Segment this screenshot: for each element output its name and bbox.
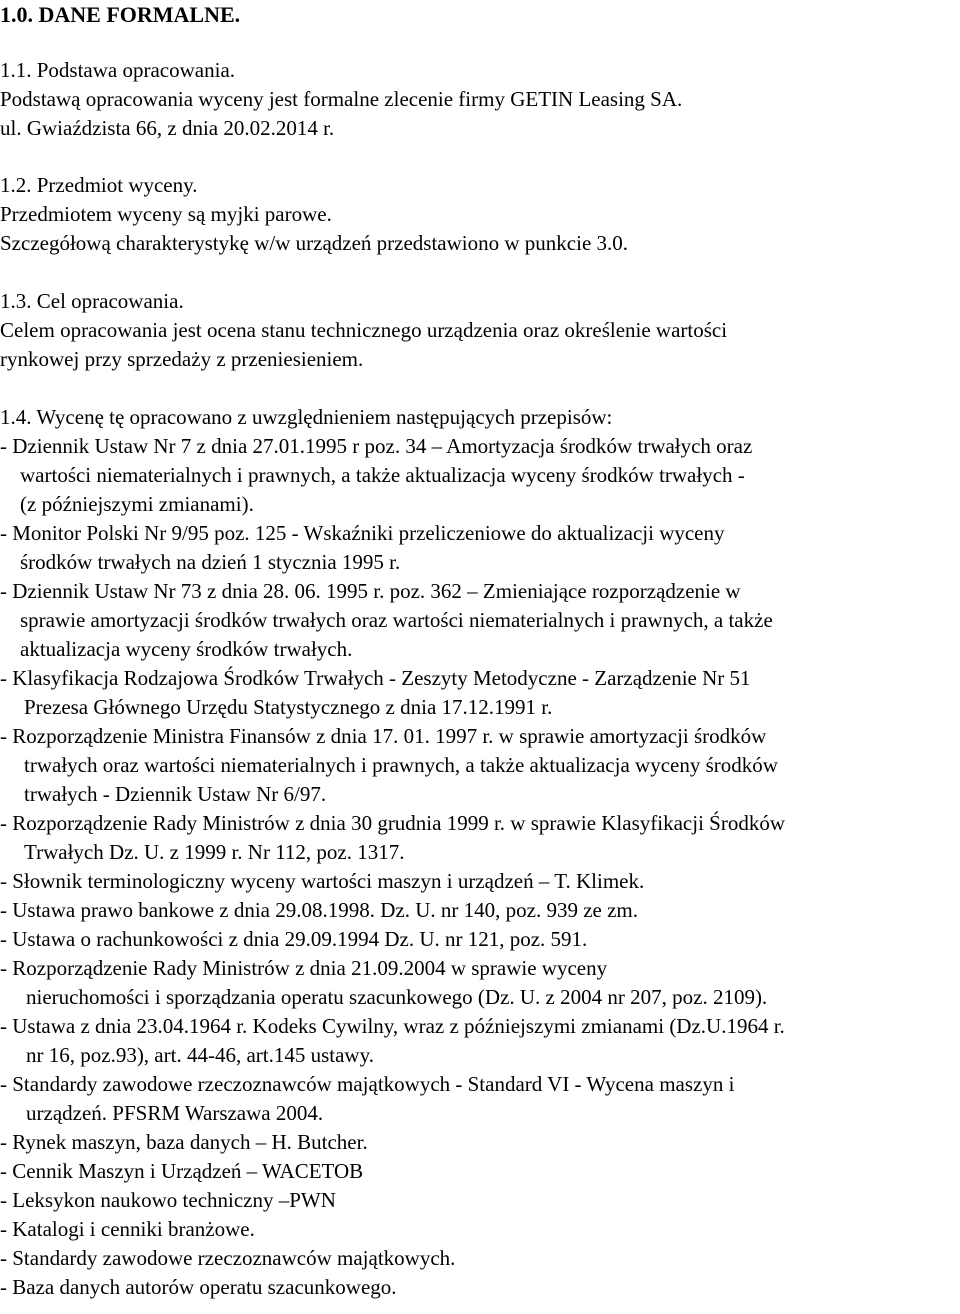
list-item: - Dziennik Ustaw Nr 7 z dnia 27.01.1995 r poz. 34 – Amortyzacja środków trwałych oraz: [0, 434, 753, 458]
section-1-3-text: Celem opracowania jest ocena stanu technicznego urządzenia oraz określenie wartości: [0, 318, 728, 342]
list-item-continuation: Trwałych Dz. U. z 1999 r. Nr 112, poz. 1317.: [24, 840, 405, 864]
list-item-continuation: (z późniejszymi zmianami).: [20, 492, 254, 516]
list-item-continuation: nieruchomości i sporządzania operatu szacunkowego (Dz. U. z 2004 nr 207, poz. 2109).: [26, 985, 768, 1009]
list-item-continuation: nr 16, poz.93), art. 44-46, art.145 ustawy.: [26, 1043, 374, 1067]
section-1-1-text: ul. Gwiaździsta 66, z dnia 20.02.2014 r.: [0, 116, 335, 140]
section-1-2-title: 1.2. Przedmiot wyceny.: [0, 173, 198, 197]
list-item: - Leksykon naukowo techniczny –PWN: [0, 1188, 336, 1212]
section-heading: 1.0. DANE FORMALNE.: [0, 2, 241, 27]
list-item-continuation: urządzeń. PFSRM Warszawa 2004.: [26, 1101, 324, 1125]
section-1-2-text: Przedmiotem wyceny są myjki parowe.: [0, 202, 332, 226]
section-1-1-title: 1.1. Podstawa opracowania.: [0, 58, 236, 82]
list-item: - Rozporządzenie Rady Ministrów z dnia 30 grudnia 1999 r. w sprawie Klasyfikacji Środków: [0, 811, 785, 835]
list-item-continuation: wartości niematerialnych i prawnych, a także aktualizacja wyceny środków trwałych -: [20, 463, 745, 487]
list-item-continuation: Prezesa Głównego Urzędu Statystycznego z dnia 17.12.1991 r.: [24, 695, 553, 719]
list-item: - Dziennik Ustaw Nr 73 z dnia 28. 06. 1995 r. poz. 362 – Zmieniające rozporządzenie w: [0, 579, 741, 603]
list-item-continuation: trwałych - Dziennik Ustaw Nr 6/97.: [24, 782, 327, 806]
list-item: - Cennik Maszyn i Urządzeń – WACETOB: [0, 1159, 364, 1183]
list-item: - Katalogi i cenniki branżowe.: [0, 1217, 255, 1241]
list-item: - Słownik terminologiczny wyceny wartości maszyn i urządzeń – T. Klimek.: [0, 869, 645, 893]
list-item-continuation: środków trwałych na dzień 1 stycznia 1995 r.: [20, 550, 401, 574]
list-item-continuation: trwałych oraz wartości niematerialnych i prawnych, a także aktualizacja wyceny środków: [24, 753, 778, 777]
list-item-continuation: sprawie amortyzacji środków trwałych oraz wartości niematerialnych i prawnych, a także: [20, 608, 773, 632]
list-item: - Ustawa prawo bankowe z dnia 29.08.1998. Dz. U. nr 140, poz. 939 ze zm.: [0, 898, 638, 922]
list-item: - Klasyfikacja Rodzajowa Środków Trwałych - Zeszyty Metodyczne - Zarządzenie Nr 51: [0, 666, 751, 690]
section-1-2-text: Szczegółową charakterystykę w/w urządzeń przedstawiono w punkcie 3.0.: [0, 231, 629, 255]
list-item: - Standardy zawodowe rzeczoznawców majątkowych - Standard VI - Wycena maszyn i: [0, 1072, 735, 1096]
list-item-continuation: aktualizacja wyceny środków trwałych.: [20, 637, 353, 661]
section-1-1-text: Podstawą opracowania wyceny jest formalne zlecenie firmy GETIN Leasing SA.: [0, 87, 683, 111]
list-item: - Rozporządzenie Ministra Finansów z dnia 17. 01. 1997 r. w sprawie amortyzacji środków: [0, 724, 767, 748]
list-item: - Rozporządzenie Rady Ministrów z dnia 21.09.2004 w sprawie wyceny: [0, 956, 608, 980]
list-item: - Monitor Polski Nr 9/95 poz. 125 - Wskaźniki przeliczeniowe do aktualizacji wyceny: [0, 521, 725, 545]
list-item: - Ustawa o rachunkowości z dnia 29.09.1994 Dz. U. nr 121, poz. 591.: [0, 927, 588, 951]
list-item: - Ustawa z dnia 23.04.1964 r. Kodeks Cywilny, wraz z późniejszymi zmianami (Dz.U.1964 r.: [0, 1014, 785, 1038]
section-1-4-title: 1.4. Wycenę tę opracowano z uwzględnieniem następujących przepisów:: [0, 405, 613, 429]
section-1-3-title: 1.3. Cel opracowania.: [0, 289, 184, 313]
list-item: - Baza danych autorów operatu szacunkowego.: [0, 1275, 397, 1299]
list-item: - Standardy zawodowe rzeczoznawców majątkowych.: [0, 1246, 456, 1270]
section-1-3-text: rynkowej przy sprzedaży z przeniesieniem.: [0, 347, 364, 371]
list-item: - Rynek maszyn, baza danych – H. Butcher.: [0, 1130, 368, 1154]
